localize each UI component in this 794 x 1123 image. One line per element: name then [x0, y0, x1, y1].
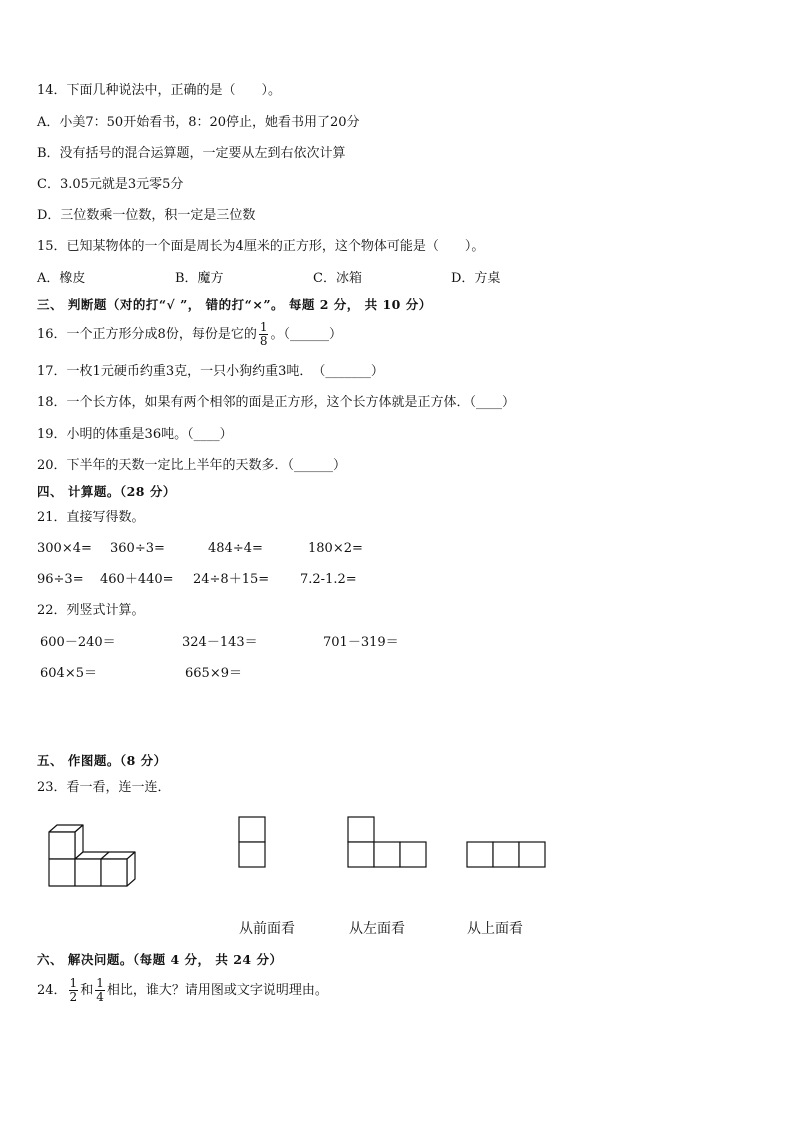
q21-expr: 7.2-1.2=	[300, 572, 357, 587]
view-label-top: 从上面看	[467, 921, 523, 937]
q21-expr: 360÷3=	[110, 541, 165, 556]
section-6-heading: 六、 解决问题。（每题 4 分， 共 24 分）	[37, 952, 283, 967]
q24-prefix: 24．	[37, 983, 67, 998]
q22-expr: 324－143＝	[182, 635, 258, 650]
q17: 17．一枚1元硬币约重3克，一只小狗约重3吨． （_______）	[37, 364, 384, 379]
q22-expr: 701－319＝	[323, 635, 399, 650]
q16-numerator: 1	[259, 320, 268, 334]
q16	[37, 320, 342, 350]
section-5-heading: 五、 作图题。（8 分）	[37, 753, 167, 768]
q21-expr: 460＋440=	[100, 572, 174, 587]
view-figure-vertical	[238, 816, 268, 870]
q20: 20．下半年的天数一定比上半年的天数多．（______）	[37, 458, 347, 473]
q15-option-d: D．方桌	[451, 271, 501, 286]
q24-f2-numerator: 1	[96, 976, 104, 990]
section-4-heading: 四、 计算题。（28 分）	[37, 484, 176, 499]
q22-stem: 22．列竖式计算。	[37, 603, 145, 618]
view-figure-l-shape	[347, 816, 429, 870]
view-label-front: 从前面看	[239, 921, 295, 937]
q14-option-c: C．3.05元就是3元零5分	[37, 177, 184, 192]
view-label-left: 从左面看	[349, 921, 405, 937]
q19: 19．小明的体重是36吨。（____）	[37, 427, 233, 442]
q21-stem: 21．直接写得数。	[37, 510, 145, 525]
section-3-heading: 三、 判断题（对的打“√ ”， 错的打“×”。 每题 2 分， 共 10 分）	[37, 297, 432, 312]
q14-option-b: B．没有括号的混合运算题，一定要从左到右依次计算	[37, 146, 346, 161]
q15-stem: 15．已知某物体的一个面是周长为4厘米的正方形，这个物体可能是（ ）。	[37, 239, 485, 254]
q24-f2-denominator: 4	[96, 990, 104, 1004]
q21-expr: 180×2=	[308, 541, 363, 556]
q24	[37, 975, 328, 1007]
q24-fraction-quarter	[95, 977, 105, 1004]
q24-fraction-half	[69, 977, 79, 1004]
q18: 18．一个长方体，如果有两个相邻的面是正方形，这个长方体就是正方体．（____）	[37, 395, 516, 410]
q16-text-pre: 16．一个正方形分成8份，每份是它的	[37, 327, 257, 342]
q15-option-b: B．魔方	[175, 271, 224, 286]
q15-option-a: A．橡皮	[37, 271, 86, 286]
q15-option-c: C．冰箱	[313, 271, 362, 286]
q14-stem: 14．下面几种说法中，正确的是（ ）。	[37, 83, 282, 98]
q24-text-post: 相比，谁大？请用图或文字说明理由。	[106, 983, 328, 998]
q14-option-d: D．三位数乘一位数，积一定是三位数	[37, 208, 256, 223]
q22-expr: 665×9＝	[185, 666, 242, 681]
q21-expr: 96÷3=	[37, 572, 84, 587]
q21-expr: 484÷4=	[208, 541, 263, 556]
q21-expr: 300×4=	[37, 541, 92, 556]
view-figure-row	[466, 841, 548, 871]
q24-mid: 和	[80, 983, 94, 998]
q24-f1-numerator: 1	[69, 976, 78, 990]
q14-option-a: A．小美7：50开始看书，8：20停止，她看书用了20分	[37, 115, 360, 130]
q16-text-post: 。（______）	[270, 327, 342, 342]
cube-stack-figure	[45, 822, 140, 892]
q21-expr: 24÷8＋15=	[193, 572, 270, 587]
q22-expr: 604×5＝	[40, 666, 97, 681]
q16-denominator: 8	[259, 334, 268, 348]
q22-expr: 600－240＝	[40, 635, 116, 650]
q16-fraction	[259, 321, 269, 348]
q24-f1-denominator: 2	[69, 990, 78, 1004]
q23-stem: 23．看一看，连一连．	[37, 780, 171, 795]
